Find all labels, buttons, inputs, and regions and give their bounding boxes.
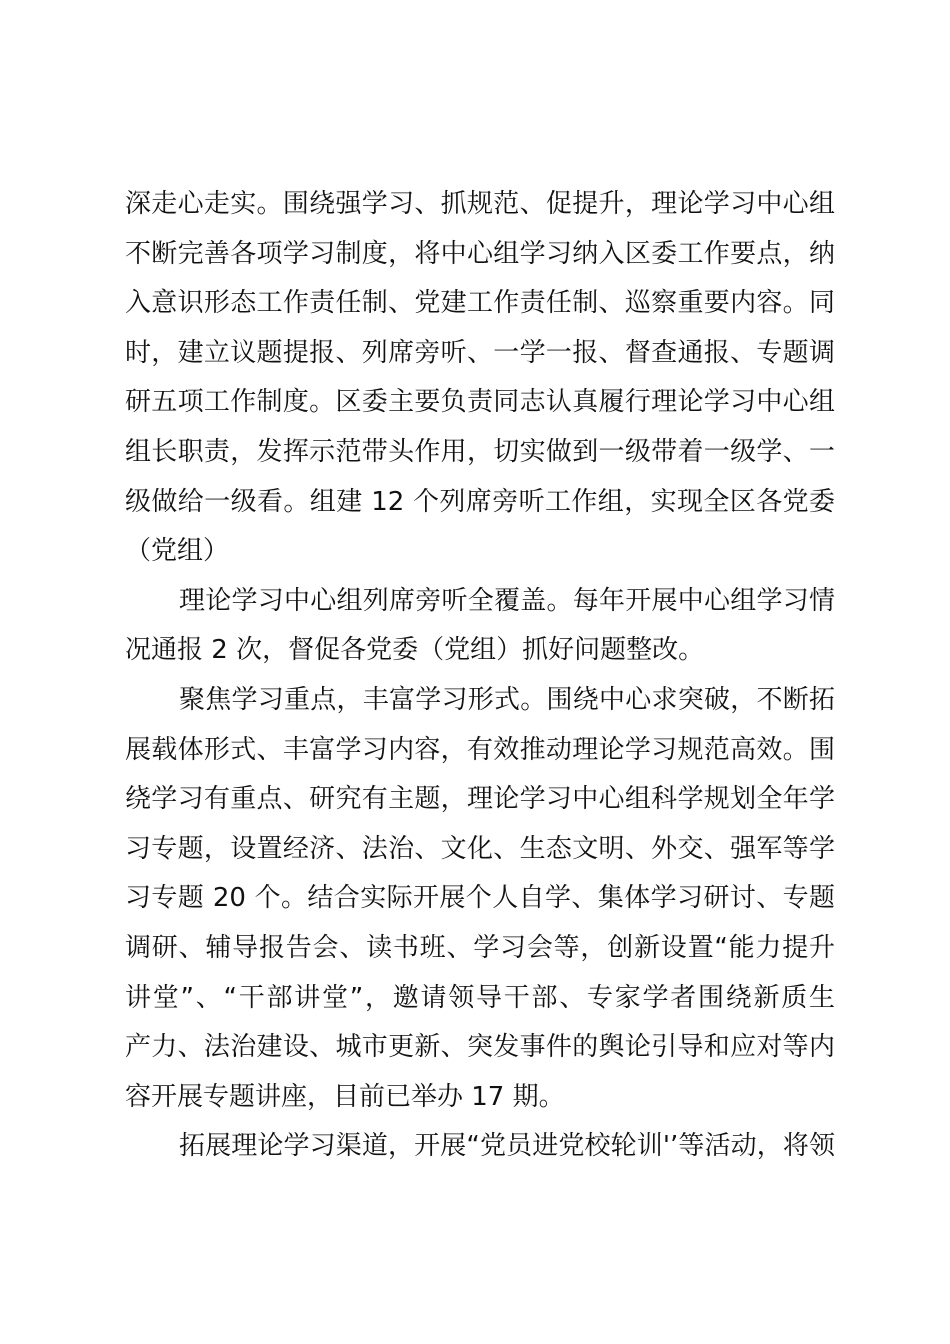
paragraph-3 [125, 676, 835, 1122]
paragraph-line: 级做给一级看。组建 12 个列席旁听工作组，实现全区各党委 [125, 486, 835, 517]
paragraph-line: 展载体形式、丰富学习内容，有效推动理论学习规范高效。围 [125, 734, 835, 765]
paragraph-line: 时，建立议题提报、列席旁听、一学一报、督查通报、专题调 [125, 337, 835, 368]
paragraph-line: （党组） [125, 536, 230, 567]
paragraph-line: 入意识形态工作责任制、党建工作责任制、巡察重要内容。同 [125, 288, 835, 319]
paragraph-line: 深走心走实。围绕强学习、抓规范、促提升，理论学习中心组 [125, 189, 835, 219]
paragraph-line: 拓展理论学习渠道，开展“党员进党校轮训'’等活动，将领 [179, 1131, 835, 1162]
paragraph-line: 调研、辅导报告会、读书班、学习会等，创新设置“能力提升 [125, 932, 835, 963]
paragraph-line: 产力、法治建设、城市更新、突发事件的舆论引导和应对等内 [125, 1032, 835, 1063]
paragraph-4 [125, 1122, 835, 1172]
paragraph-line: 习专题 20 个。结合实际开展个人自学、集体学习研讨、专题 [125, 883, 835, 914]
paragraph-line: 绕学习有重点、研究有主题，理论学习中心组科学规划全年学 [125, 784, 835, 815]
paragraph-line: 理论学习中心组列席旁听全覆盖。每年开展中心组学习情 [179, 585, 835, 616]
paragraph-line: 况通报 2 次，督促各党委（党组）抓好问题整改。 [125, 635, 705, 666]
paragraph-line: 研五项工作制度。区委主要负责同志认真履行理论学习中心组 [125, 387, 835, 418]
paragraph-line: 不断完善各项学习制度，将中心组学习纳入区委工作要点，纳 [125, 238, 835, 269]
paragraph-line: 容开展专题讲座，目前已举办 17 期。 [125, 1081, 565, 1112]
paragraph-1 [125, 180, 835, 577]
paragraph-line: 习专题，设置经济、法治、文化、生态文明、外交、强军等学 [125, 833, 835, 864]
paragraph-line: 聚焦学习重点，丰富学习形式。围绕中心求突破，不断拓 [179, 684, 835, 715]
paragraph-line: 组长职责，发挥示范带头作用，切实做到一级带着一级学、一 [125, 436, 835, 467]
paragraph-line: 讲堂”、“干部讲堂”，邀请领导干部、专家学者围绕新质生 [125, 982, 835, 1013]
document-body [125, 180, 835, 1172]
paragraph-2 [125, 577, 835, 676]
